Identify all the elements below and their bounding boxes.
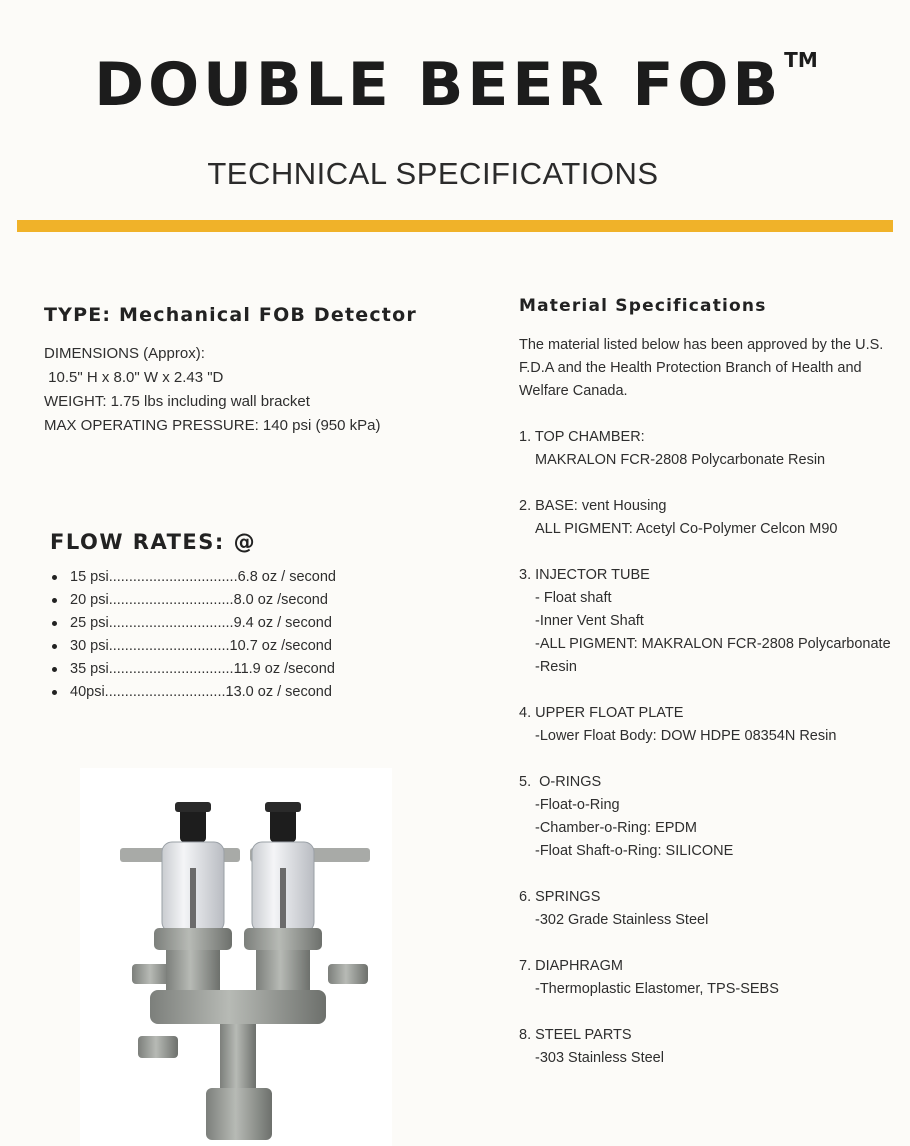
- flow-rate-text: 35 psi...............................11.9 oz /second: [70, 661, 335, 677]
- flow-rate-text: 15 psi................................6.8 oz / second: [70, 569, 336, 585]
- flow-rate-item: [50, 681, 470, 704]
- material-item: [519, 1024, 899, 1070]
- bullet-icon: [52, 621, 57, 626]
- bullet-icon: [52, 667, 57, 672]
- flow-rate-text: 25 psi...............................9.4 oz / second: [70, 615, 332, 631]
- bullet-icon: [52, 598, 57, 603]
- material-item-detail: -Chamber-o-Ring: EPDM: [535, 820, 697, 836]
- material-item-detail: - Float shaft: [535, 590, 612, 606]
- material-item-detail: MAKRALON FCR-2808 Polycarbonate Resin: [535, 452, 826, 468]
- material-item-detail: -303 Stainless Steel: [535, 1050, 664, 1066]
- material-item: [519, 886, 899, 932]
- material-item: [519, 564, 899, 679]
- spec-line: 10.5" H x 8.0" W x 2.43 "D: [44, 369, 224, 386]
- type-heading: TYPE: Mechanical FOB Detector: [44, 304, 417, 326]
- material-section: [519, 296, 899, 1070]
- type-section: [44, 304, 464, 438]
- material-item-head: 8. STEEL PARTS: [519, 1027, 632, 1043]
- material-item-head: 5. O-RINGS: [519, 774, 602, 790]
- fob-device-illustration: [80, 768, 392, 1146]
- spec-line: MAX OPERATING PRESSURE: 140 psi (950 kPa): [44, 417, 381, 434]
- material-item-detail: -Inner Vent Shaft: [535, 613, 644, 629]
- material-item-detail: -Resin: [535, 659, 577, 675]
- material-item-head: 6. SPRINGS: [519, 889, 601, 905]
- flow-rate-text: 20 psi...............................8.0 oz /second: [70, 592, 328, 608]
- material-intro: The material listed below has been approved by the U.S. F.D.A and the Health Protection Branch of Health and Welfare Canada.: [519, 337, 884, 399]
- material-item-head: 7. DIAPHRAGM: [519, 958, 623, 974]
- flow-rate-item: [50, 612, 470, 635]
- material-item-head: 3. INJECTOR TUBE: [519, 567, 650, 583]
- flow-rate-item: [50, 589, 470, 612]
- flow-rate-item: [50, 658, 470, 681]
- bullet-icon: [52, 575, 57, 580]
- bullet-icon: [52, 690, 57, 695]
- material-item: [519, 495, 899, 541]
- material-item-detail: -Lower Float Body: DOW HDPE 08354N Resin: [535, 728, 837, 744]
- flow-rates-list: [50, 566, 470, 704]
- material-item-detail: -ALL PIGMENT: MAKRALON FCR-2808 Polycarbonate: [535, 636, 891, 652]
- spec-line: DIMENSIONS (Approx):: [44, 345, 205, 362]
- material-item-detail: -302 Grade Stainless Steel: [535, 912, 709, 928]
- material-item-head: 4. UPPER FLOAT PLATE: [519, 705, 684, 721]
- accent-divider: [17, 220, 893, 232]
- material-item: [519, 955, 899, 1001]
- material-item-detail: -Float-o-Ring: [535, 797, 620, 813]
- flow-rates-section: [50, 530, 470, 704]
- material-item: [519, 702, 899, 748]
- flow-rate-item: [50, 566, 470, 589]
- material-item-head: 1. TOP CHAMBER:: [519, 429, 645, 445]
- material-item-detail: -Float Shaft-o-Ring: SILICONE: [535, 843, 734, 859]
- material-item: [519, 426, 899, 472]
- spec-line: WEIGHT: 1.75 lbs including wall bracket: [44, 393, 310, 410]
- flow-rate-text: 30 psi..............................10.7 oz /second: [70, 638, 332, 654]
- trademark-mark: TM: [784, 48, 818, 72]
- flow-rate-text: 40psi..............................13.0 oz / second: [70, 684, 332, 700]
- product-photo: [80, 768, 392, 1146]
- title-text: DOUBLE BEER FOB: [94, 50, 783, 120]
- material-heading: Material Specifications: [519, 296, 767, 316]
- material-item-head: 2. BASE: vent Housing: [519, 498, 667, 514]
- page-title: [0, 50, 910, 120]
- page-subtitle: TECHNICAL SPECIFICATIONS: [207, 156, 659, 191]
- material-item-detail: ALL PIGMENT: Acetyl Co-Polymer Celcon M90: [535, 521, 838, 537]
- flow-rate-item: [50, 635, 470, 658]
- bullet-icon: [52, 644, 57, 649]
- flow-rates-heading: FLOW RATES: @: [50, 530, 257, 554]
- material-item-detail: -Thermoplastic Elastomer, TPS-SEBS: [535, 981, 779, 997]
- material-item: [519, 771, 899, 863]
